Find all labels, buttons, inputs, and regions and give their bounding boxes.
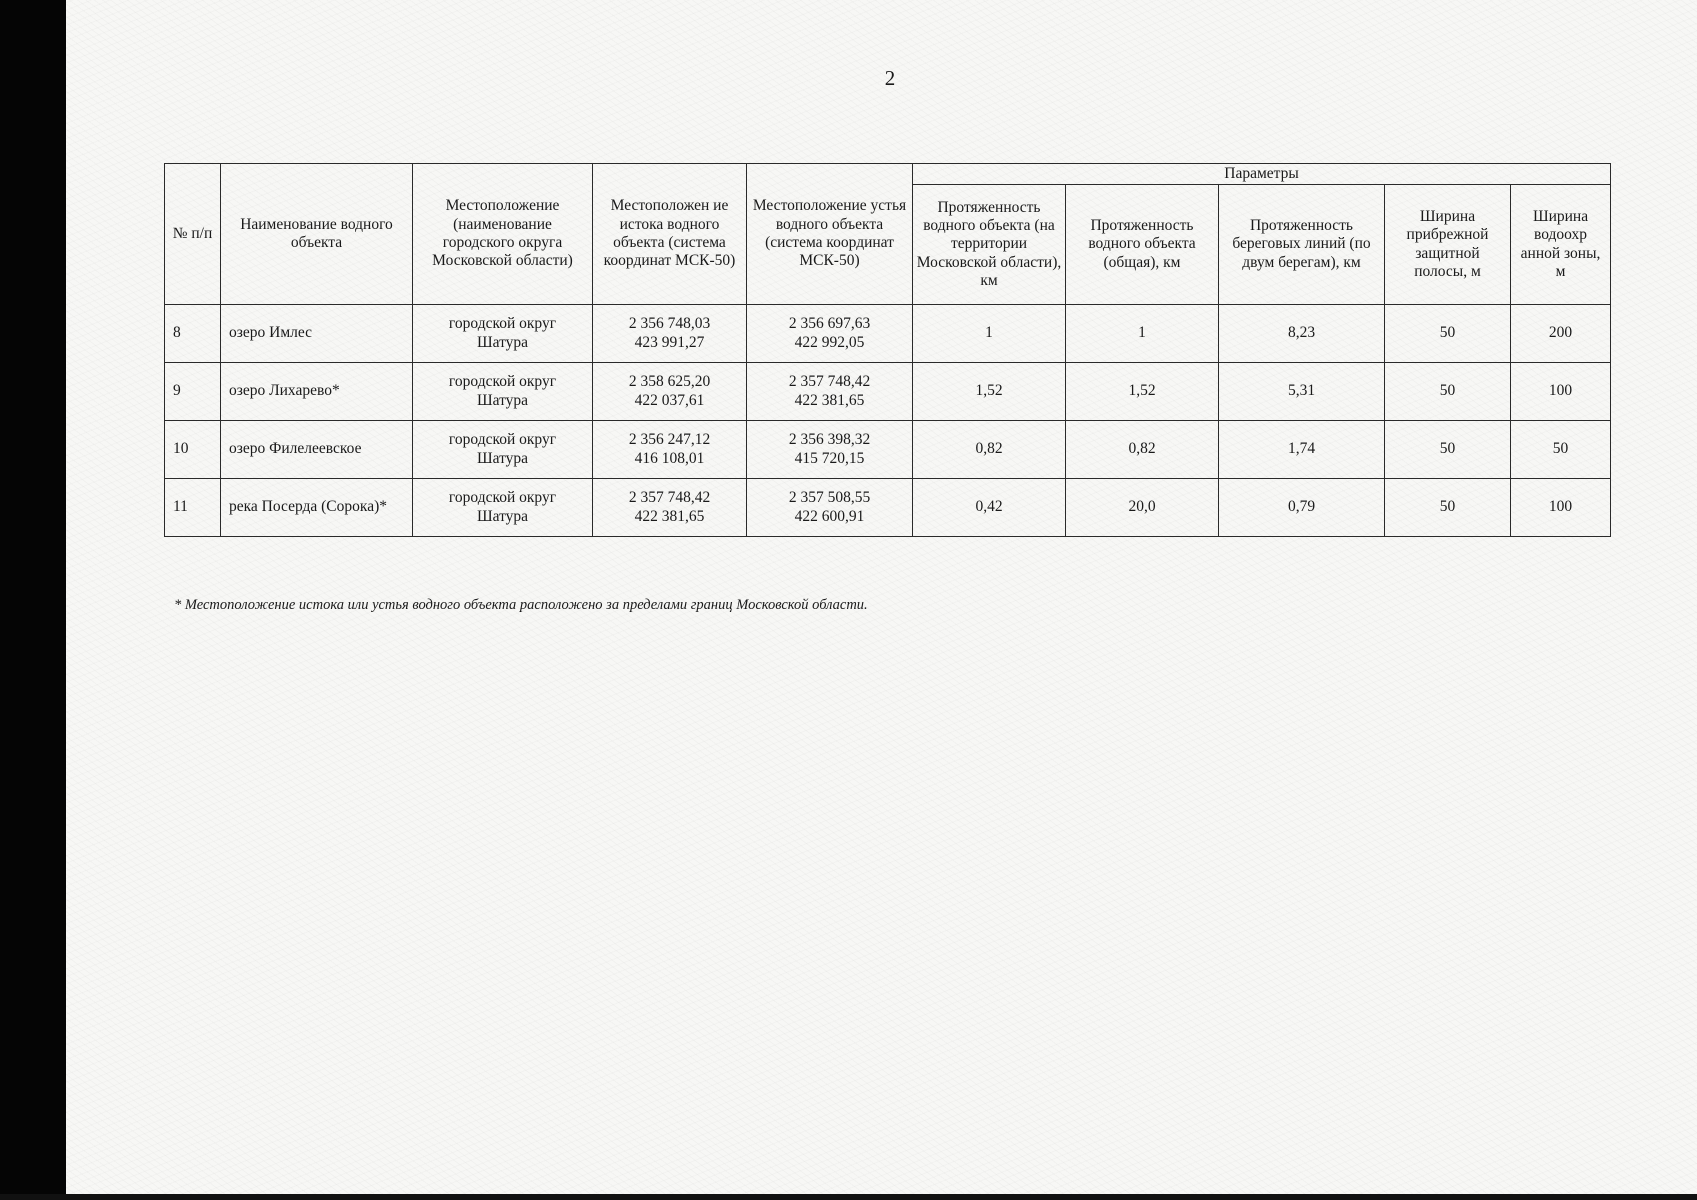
row-coastal-strip: 50	[1385, 421, 1511, 479]
table-row	[165, 421, 1611, 479]
district-line: городской округ	[448, 431, 557, 449]
row-length-total: 0,82	[1066, 421, 1219, 479]
header-name: Наименование водного объекта	[221, 164, 413, 305]
row-source	[593, 305, 747, 363]
row-protection-zone: 100	[1511, 363, 1611, 421]
row-length-total: 20,0	[1066, 479, 1219, 537]
row-mouth	[747, 421, 913, 479]
header-district: Местоположение (наименование городского округа Московской области)	[413, 164, 593, 305]
header-params: Параметры	[913, 164, 1611, 185]
row-length-region: 0,82	[913, 421, 1066, 479]
district-line: городской округ	[448, 373, 557, 391]
row-num: 11	[165, 479, 221, 537]
row-length-total: 1	[1066, 305, 1219, 363]
row-length-region: 1	[913, 305, 1066, 363]
row-district	[413, 363, 593, 421]
row-district	[413, 479, 593, 537]
row-length-total: 1,52	[1066, 363, 1219, 421]
table-row	[165, 363, 1611, 421]
row-num: 10	[165, 421, 221, 479]
coordinate-x: 2 356 748,03	[628, 315, 711, 333]
row-name: озеро Филелеевское	[221, 421, 413, 479]
row-coastal-strip: 50	[1385, 479, 1511, 537]
footnote: * Местоположение истока или устья водного объекта расположено за пределами границ Московской области.	[174, 597, 868, 613]
district-line: Шатура	[476, 449, 529, 467]
row-name: озеро Имлес	[221, 305, 413, 363]
row-num: 8	[165, 305, 221, 363]
row-protection-zone: 200	[1511, 305, 1611, 363]
row-district	[413, 421, 593, 479]
page-number: 2	[884, 66, 896, 90]
row-num: 9	[165, 363, 221, 421]
district-line: Шатура	[476, 391, 529, 409]
coordinate-y: 422 037,61	[634, 391, 705, 409]
row-district	[413, 305, 593, 363]
coordinate-y: 416 108,01	[634, 449, 705, 467]
coordinate-y: 422 381,65	[794, 391, 865, 409]
coordinate-x: 2 356 697,63	[788, 315, 871, 333]
row-protection-zone: 50	[1511, 421, 1611, 479]
coordinate-x: 2 356 398,32	[788, 431, 871, 449]
coordinate-y: 422 381,65	[634, 507, 705, 525]
header-shoreline: Протяженность береговых линий (по двум берегам), км	[1219, 185, 1385, 305]
table-row	[165, 479, 1611, 537]
coordinate-y: 415 720,15	[794, 449, 865, 467]
row-length-region: 0,42	[913, 479, 1066, 537]
row-protection-zone: 100	[1511, 479, 1611, 537]
row-mouth	[747, 305, 913, 363]
row-shoreline: 1,74	[1219, 421, 1385, 479]
table-header-row	[165, 164, 1611, 185]
district-line: городской округ	[448, 489, 557, 507]
header-num: № п/п	[165, 164, 221, 305]
row-shoreline: 5,31	[1219, 363, 1385, 421]
scan-left-edge	[0, 0, 66, 1200]
header-protection-zone: Ширина водоохр анной зоны, м	[1511, 185, 1611, 305]
row-coastal-strip: 50	[1385, 305, 1511, 363]
row-length-region: 1,52	[913, 363, 1066, 421]
row-shoreline: 0,79	[1219, 479, 1385, 537]
header-source: Местоположен ие истока водного объекта (система координат МСК-50)	[593, 164, 747, 305]
header-length-total: Протяженность водного объекта (общая), км	[1066, 185, 1219, 305]
table-row	[165, 305, 1611, 363]
scan-bottom-edge	[0, 1194, 1697, 1200]
coordinate-y: 423 991,27	[634, 333, 705, 351]
row-coastal-strip: 50	[1385, 363, 1511, 421]
coordinate-y: 422 600,91	[794, 507, 865, 525]
district-line: Шатура	[476, 507, 529, 525]
row-name: озеро Лихарево*	[221, 363, 413, 421]
coordinate-x: 2 357 748,42	[788, 373, 871, 391]
coordinate-y: 422 992,05	[794, 333, 865, 351]
water-bodies-table	[164, 163, 1611, 537]
header-length-region: Протяженность водного объекта (на территории Московской области), км	[913, 185, 1066, 305]
coordinate-x: 2 357 748,42	[628, 489, 711, 507]
row-source	[593, 421, 747, 479]
row-name: река Посерда (Сорока)*	[221, 479, 413, 537]
coordinate-x: 2 357 508,55	[788, 489, 871, 507]
header-coastal-strip: Ширина прибрежной защитной полосы, м	[1385, 185, 1511, 305]
row-shoreline: 8,23	[1219, 305, 1385, 363]
district-line: городской округ	[448, 315, 557, 333]
coordinate-x: 2 356 247,12	[628, 431, 711, 449]
row-mouth	[747, 479, 913, 537]
header-mouth: Местоположение устья водного объекта (система координат МСК-50)	[747, 164, 913, 305]
row-mouth	[747, 363, 913, 421]
coordinate-x: 2 358 625,20	[628, 373, 711, 391]
row-source	[593, 479, 747, 537]
district-line: Шатура	[476, 333, 529, 351]
row-source	[593, 363, 747, 421]
